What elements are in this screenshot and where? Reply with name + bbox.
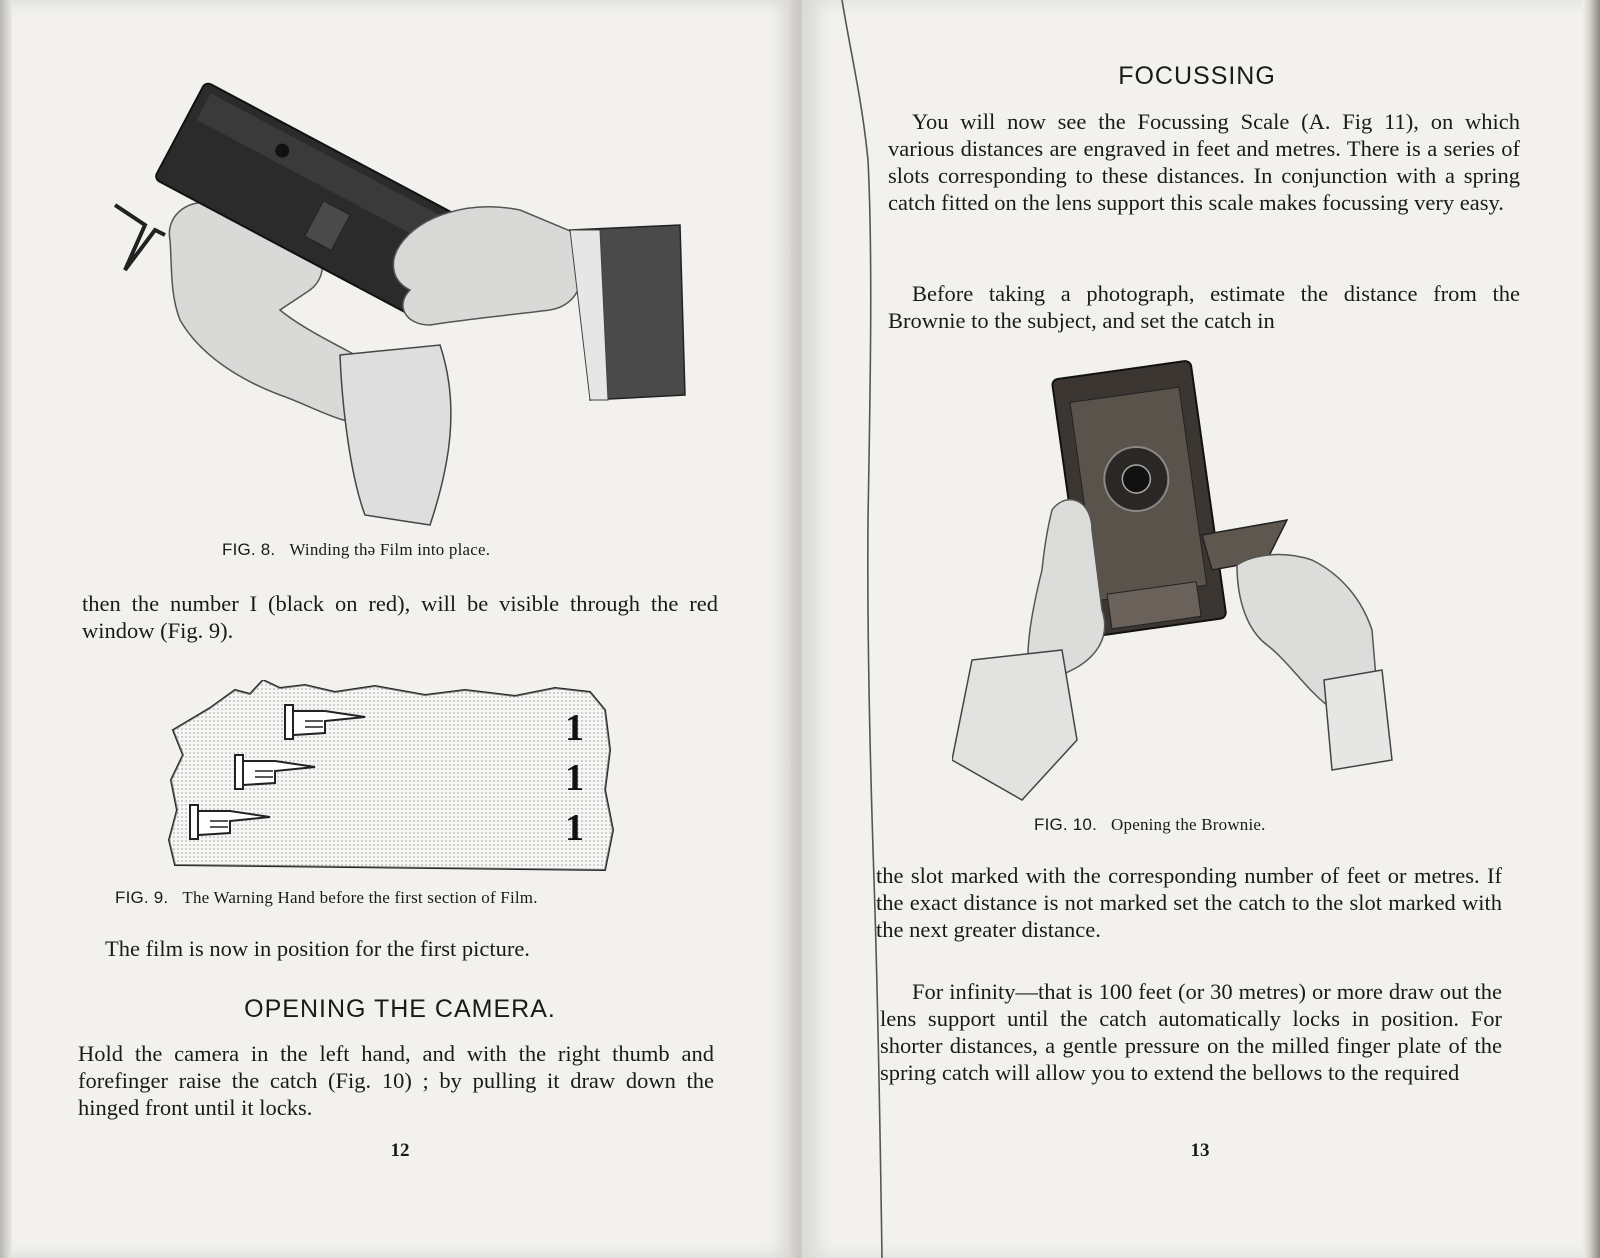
fig9-number: 1 <box>565 807 584 849</box>
fig9-illustration <box>165 680 635 880</box>
right-paragraph-4 <box>880 978 1502 1086</box>
fig9-caption <box>115 888 538 908</box>
left-paragraph-2-text: The film is now in position for the first picture. <box>105 936 530 961</box>
fig10-caption-text: Opening the Brownie. <box>1111 815 1266 834</box>
opening-camera-heading: OPENING THE CAMERA. <box>244 995 556 1023</box>
fig8-caption <box>222 540 490 560</box>
fig8-caption-text: Winding thə Film into place. <box>289 540 491 559</box>
right-page <box>802 0 1600 1258</box>
page-crease <box>840 0 900 1258</box>
left-paragraph-3-text: Hold the camera in the left hand, and with the right thumb and forefinger raise the catch (Fig. 10) ; by pulling it draw down the hinged front until it locks. <box>78 1041 714 1120</box>
fig9-label: FIG. 9. <box>115 888 169 907</box>
fig8-illustration <box>110 75 710 535</box>
fig9-caption-text: The Warning Hand before the first section of Film. <box>182 888 538 907</box>
page-edge <box>0 0 12 1258</box>
page-edge <box>1582 0 1600 1258</box>
right-paragraph-4-text: For infinity—that is 100 feet (or 30 metres) or more draw out the lens support until the catch automatically locks in position. For shorter distances, a gentle pressure on the milled finger plate of the spring catch will allow you to extend the bellows to the required <box>880 979 1502 1085</box>
focussing-heading: FOCUSSING <box>1118 62 1276 90</box>
fig9-number: 1 <box>565 757 584 799</box>
fig8-label: FIG. 8. <box>222 540 276 559</box>
right-paragraph-3-text: the slot marked with the corresponding number of feet or metres. If the exact distance is not marked set the catch to the slot marked with the next greater distance. <box>876 863 1502 942</box>
fig10-label: FIG. 10. <box>1034 815 1098 834</box>
left-page <box>0 0 798 1258</box>
left-paragraph-2 <box>105 935 705 962</box>
left-paragraph-3 <box>78 1040 714 1121</box>
left-page-number: 12 <box>390 1140 410 1161</box>
fig9-number: 1 <box>565 707 584 749</box>
left-paragraph-1 <box>82 590 718 644</box>
right-paragraph-1-text: You will now see the Focussing Scale (A. Fig 11), on which various distances are engraved in feet and metres. There is a series of slots corresponding to these distances. In conjunction with a spring catch fitted on the lens support this scale makes focussing very easy. <box>888 109 1520 215</box>
right-paragraph-3 <box>876 862 1502 943</box>
fig10-caption <box>1034 815 1266 835</box>
right-page-number: 13 <box>1190 1140 1210 1161</box>
fig10-illustration <box>952 360 1412 820</box>
right-paragraph-1 <box>888 108 1520 216</box>
right-paragraph-2 <box>888 280 1520 334</box>
left-paragraph-1-text: then the number I (black on red), will be visible through the red window (Fig. 9). <box>82 591 718 643</box>
right-paragraph-2-text: Before taking a photograph, estimate the distance from the Brownie to the subject, and set the catch in <box>888 281 1520 333</box>
